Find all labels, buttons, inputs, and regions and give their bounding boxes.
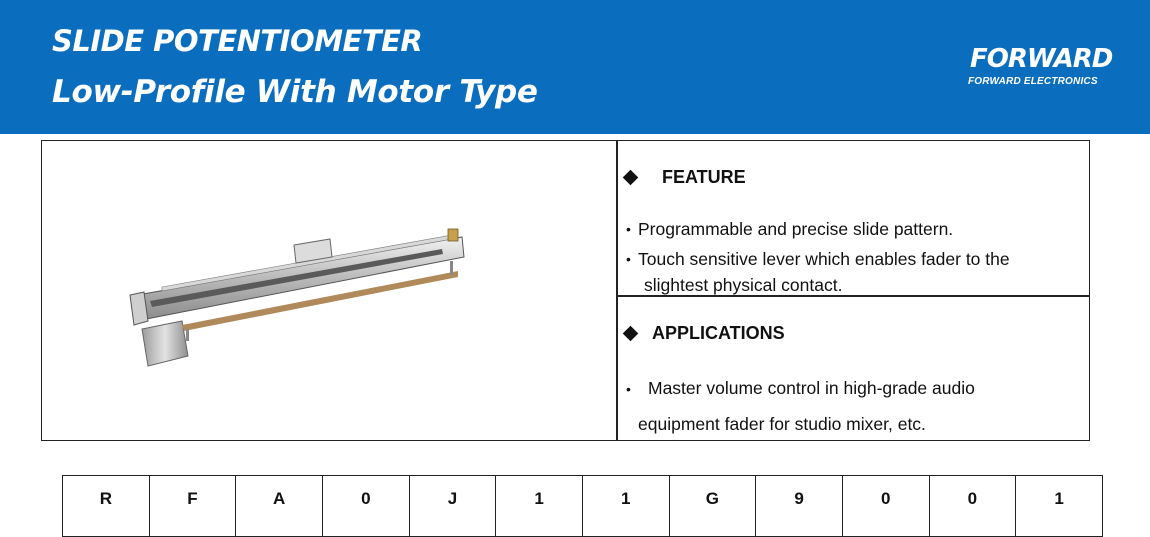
feature-item-2-line2: slightest physical contact. (644, 275, 843, 295)
divider-vertical (616, 141, 618, 440)
code-cell: R (63, 476, 150, 537)
page-subtitle: Low-Profile With Motor Type (52, 74, 538, 110)
spec-box (41, 140, 1090, 441)
page-title: SLIDE POTENTIOMETER (52, 24, 423, 58)
feature-item-2-line1: Touch sensitive lever which enables fader to the (638, 249, 1010, 269)
feature-heading: FEATURE (662, 167, 746, 187)
code-cell: F (149, 476, 236, 537)
bullet-icon: • (626, 221, 631, 237)
part-number-row (63, 476, 1103, 537)
forward-logo (966, 44, 1112, 92)
code-cell: 1 (1016, 476, 1103, 537)
part-number-table (62, 475, 1103, 537)
code-cell: G (669, 476, 756, 537)
diamond-bullet-icon (623, 170, 639, 186)
applications-item-1-line2: equipment fader for studio mixer, etc. (638, 414, 926, 434)
code-cell: 0 (322, 476, 409, 537)
code-cell: J (409, 476, 496, 537)
feature-heading-row (625, 167, 746, 188)
code-cell: 0 (929, 476, 1016, 537)
applications-heading-row (625, 323, 785, 344)
code-cell: 1 (496, 476, 583, 537)
logo-wordmark: FORWARD (970, 44, 1113, 74)
code-cell: 9 (756, 476, 843, 537)
logo-subtitle: FORWARD ELECTRONICS (968, 76, 1098, 87)
applications-heading: APPLICATIONS (652, 323, 785, 343)
applications-item-1-line1: Master volume control in high-grade audio (648, 378, 975, 398)
feature-item-1: Programmable and precise slide pattern. (638, 219, 954, 239)
code-cell: A (236, 476, 323, 537)
bullet-icon: • (626, 381, 631, 397)
potentiometer-image (122, 221, 482, 381)
header-banner (0, 0, 1150, 134)
diamond-bullet-icon (623, 326, 639, 342)
code-cell: 0 (842, 476, 929, 537)
bullet-icon: • (626, 251, 631, 267)
code-cell: 1 (582, 476, 669, 537)
